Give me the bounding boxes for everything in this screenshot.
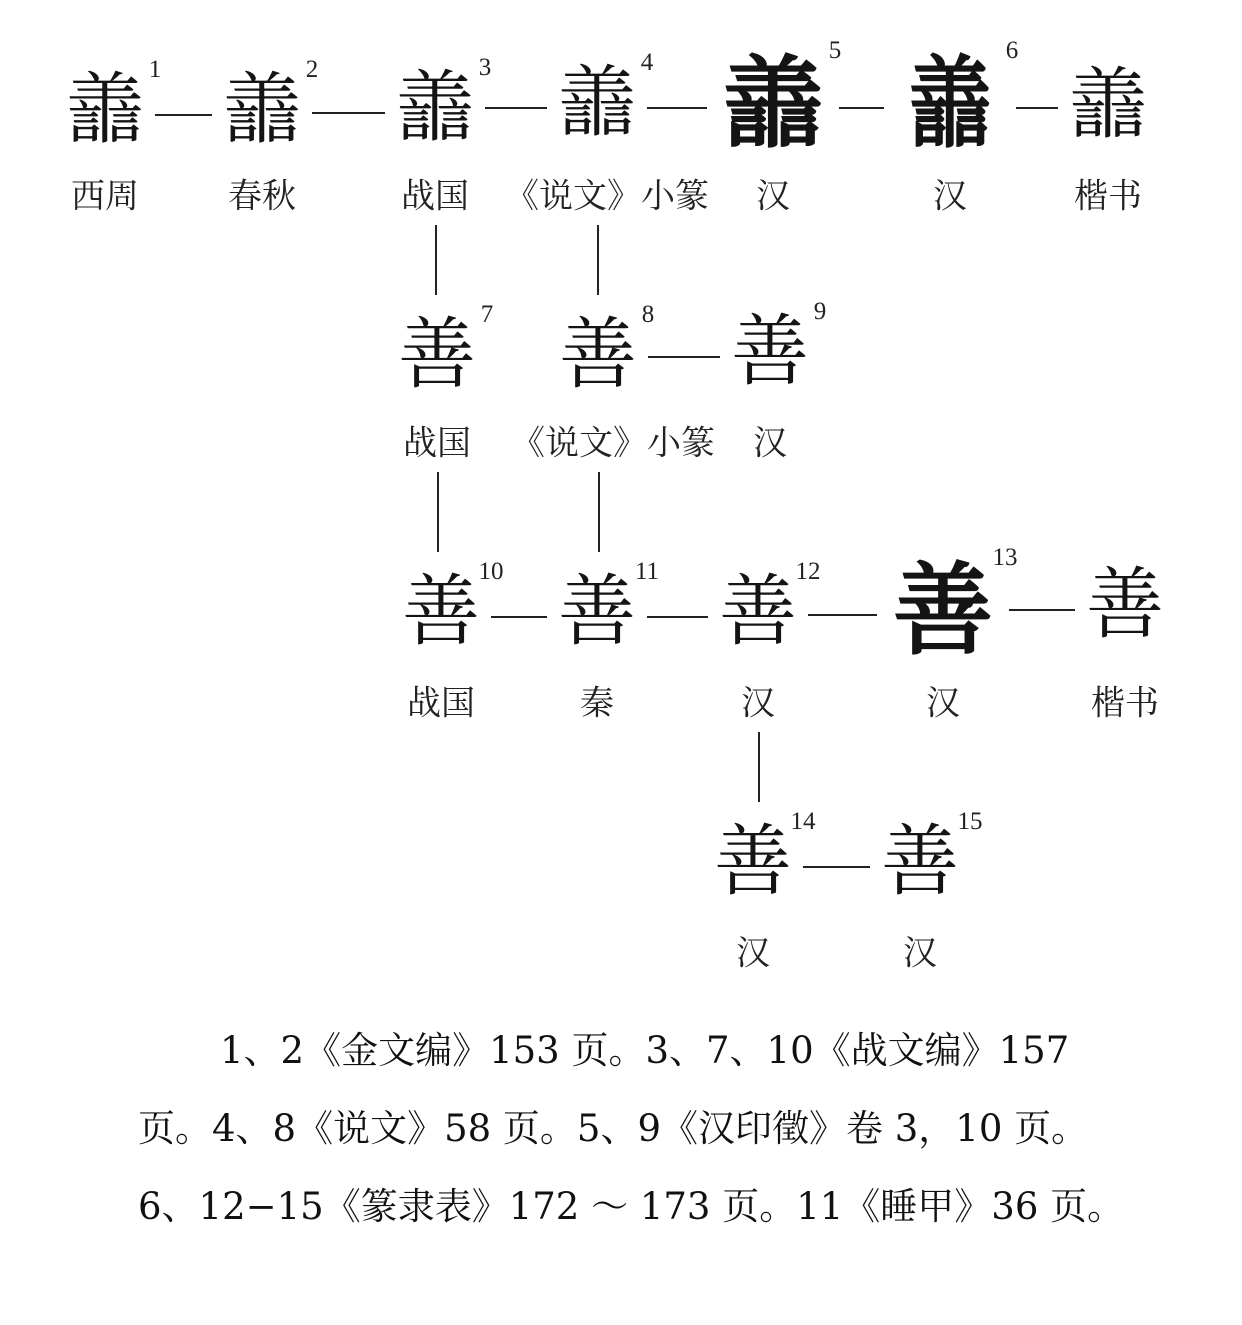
connector-11-12 bbox=[647, 616, 708, 618]
glyph-form-6: 譱 bbox=[909, 44, 991, 162]
glyph-form-2: 譱 bbox=[222, 65, 302, 155]
connector-4-5 bbox=[647, 107, 707, 109]
era-label-15: 汉 bbox=[903, 933, 937, 974]
form-number-4: 4 bbox=[640, 49, 654, 76]
era-label-9: 汉 bbox=[753, 423, 787, 464]
era-label-k2: 楷书 bbox=[1091, 683, 1159, 724]
form-number-14: 14 bbox=[790, 808, 816, 835]
form-number-10: 10 bbox=[478, 558, 504, 585]
glyph-form-10: 善 bbox=[401, 567, 481, 657]
form-number-7: 7 bbox=[480, 301, 494, 328]
glyph-form-15: 善 bbox=[880, 817, 960, 907]
connector-4-8 bbox=[597, 225, 599, 295]
caption-text: 1、2《金文编》153 页。3、7、10《战文编》157 页。4、8《说文》58 页。5、9《汉印徵》卷 3，10 页。6、12−15《篆隶表》172 ～ 173 页。11《睡甲》36 页。 bbox=[138, 1029, 1125, 1228]
glyph-form-8: 善 bbox=[558, 310, 638, 400]
connector-5-6 bbox=[839, 107, 884, 109]
form-number-12: 12 bbox=[795, 558, 821, 585]
glyph-form-1: 譱 bbox=[65, 65, 145, 155]
glyph-form-k2: 善 bbox=[1085, 560, 1165, 650]
era-label-3: 战国 bbox=[401, 176, 469, 217]
glyph-form-k1: 譱 bbox=[1068, 60, 1148, 150]
form-number-3: 3 bbox=[478, 54, 492, 81]
connector-8-9 bbox=[648, 356, 720, 358]
connector-2-3 bbox=[312, 112, 385, 114]
glyph-form-4: 譱 bbox=[557, 58, 637, 148]
glyph-form-5: 譱 bbox=[723, 44, 823, 162]
form-number-9: 9 bbox=[813, 298, 827, 325]
glyph-form-3: 譱 bbox=[395, 63, 475, 153]
connector-3-7 bbox=[435, 225, 437, 295]
form-number-11: 11 bbox=[634, 558, 660, 585]
connector-7-10 bbox=[437, 472, 439, 552]
era-label-10: 战国 bbox=[407, 683, 475, 724]
connector-3-4 bbox=[485, 107, 547, 109]
era-label-6: 汉 bbox=[933, 176, 967, 217]
form-number-1: 1 bbox=[148, 56, 162, 83]
era-label-13: 汉 bbox=[926, 683, 960, 724]
connector-8-11 bbox=[598, 472, 600, 552]
form-number-5: 5 bbox=[828, 37, 842, 64]
connector-1-2 bbox=[155, 114, 212, 116]
era-label-1: 西周 bbox=[71, 176, 139, 217]
glyph-form-13: 善 bbox=[893, 551, 993, 669]
form-number-13: 13 bbox=[992, 544, 1018, 571]
form-number-15: 15 bbox=[957, 808, 983, 835]
glyph-form-14: 善 bbox=[713, 817, 793, 907]
glyph-form-11: 善 bbox=[557, 567, 637, 657]
era-label-7: 战国 bbox=[403, 423, 471, 464]
era-label-12: 汉 bbox=[741, 683, 775, 724]
connector-12-13 bbox=[808, 614, 877, 616]
era-label-2: 春秋 bbox=[228, 176, 296, 217]
connector-10-11 bbox=[491, 616, 547, 618]
form-number-8: 8 bbox=[641, 301, 655, 328]
era-label-4: 《说文》小篆 bbox=[505, 176, 709, 217]
era-label-11: 秦 bbox=[580, 683, 614, 724]
form-number-2: 2 bbox=[305, 56, 319, 83]
era-label-k1: 楷书 bbox=[1074, 176, 1142, 217]
connector-12-14 bbox=[758, 732, 760, 802]
era-label-5: 汉 bbox=[756, 176, 790, 217]
connector-14-15 bbox=[803, 866, 870, 868]
glyph-form-12: 善 bbox=[718, 567, 798, 657]
era-label-8: 《说文》小篆 bbox=[511, 423, 715, 464]
source-caption bbox=[138, 1012, 1148, 1246]
glyph-form-9: 善 bbox=[730, 307, 810, 397]
connector-13-k2 bbox=[1009, 609, 1075, 611]
era-label-14: 汉 bbox=[736, 933, 770, 974]
glyph-form-7: 善 bbox=[397, 310, 477, 400]
form-number-6: 6 bbox=[1005, 37, 1019, 64]
connector-6-k1 bbox=[1016, 107, 1058, 109]
